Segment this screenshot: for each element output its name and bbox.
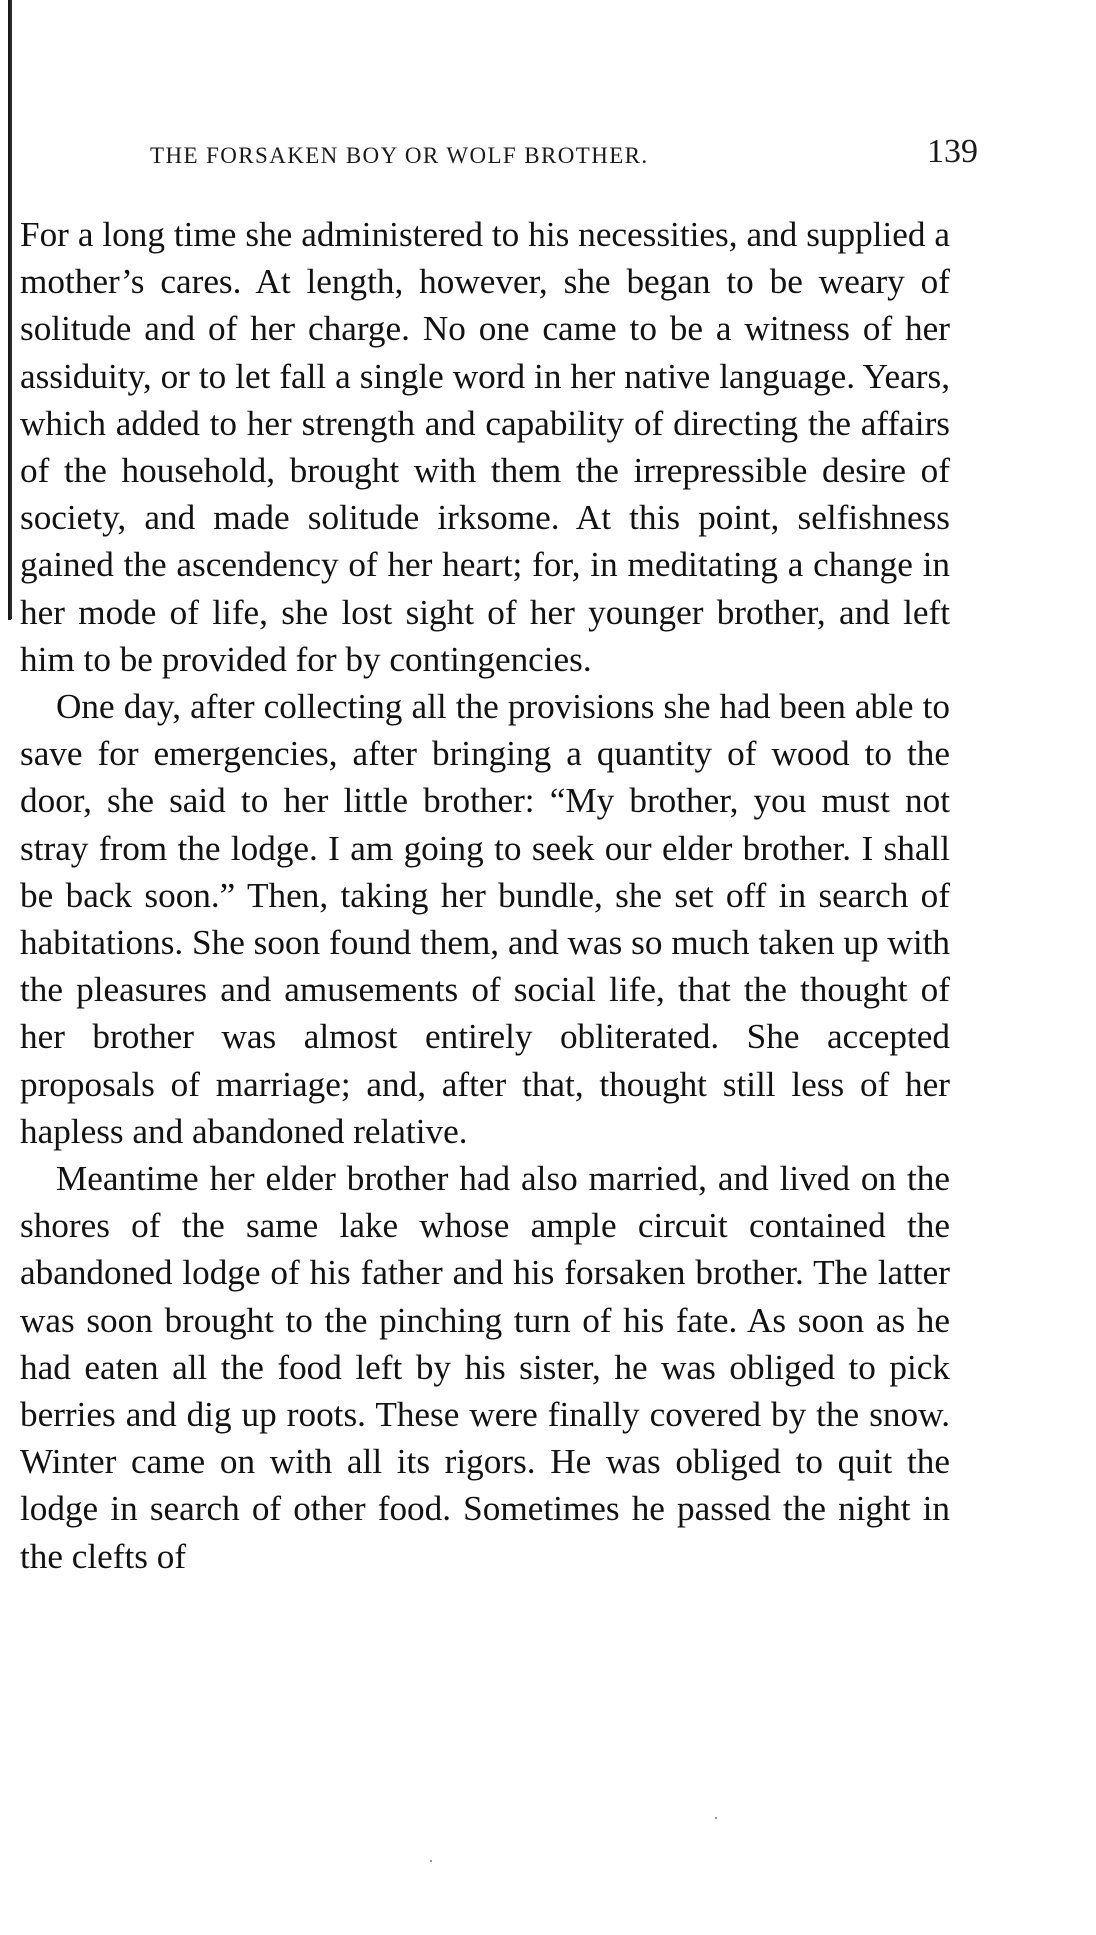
body-text (20, 211, 950, 1580)
page-number: 139 (927, 133, 978, 170)
scan-speck (715, 1817, 717, 1819)
scan-binding-shadow (10, 0, 12, 1935)
paragraph-1: For a long time she administered to his necessities, and supplied a mother’s cares. At length, however, she began to be weary of solitude and of her charge. No one came to be a witness of her assiduity, or to let fall a single word in her native language. Years, which added to her strength and capability of directing the affairs of the household, brought with them the irrepressible desire of society, and made solitude irksome. At this point, selfishness gained the ascendency of her heart; for, in meditating a change in her mode of life, she lost sight of her younger brother, and left him to be provided for by contingencies. (20, 215, 950, 679)
scan-speck (430, 1860, 432, 1862)
paragraph-3: Meantime her elder brother had also married, and lived on the shores of the same lake whose ample circuit contained the abandoned lodge of his father and his forsaken brother. The latter was soon brought to the pinching turn of his fate. As soon as he had eaten all the food left by his sister, he was obliged to pick berries and dig up roots. These were finally covered by the snow. Winter came on with all its rigors. He was obliged to quit the lodge in search of other food. Sometimes he passed the night in the clefts of (20, 1159, 950, 1576)
running-head: THE FORSAKEN BOY OR WOLF BROTHER. (150, 143, 649, 168)
paragraph-2: One day, after collecting all the provisions she had been able to save for emergencies, after bringing a quantity of wood to the door, she said to her little brother: “My brother, you must not stray from the lodge. I am going to seek our elder brother. I shall be back soon.” Then, taking her bundle, she set off in search of habitations. She soon found them, and was so much taken up with the pleasures and amusements of social life, that the thought of her brother was almost entirely obliterated. She accepted proposals of marriage; and, after that, thought still less of her hapless and abandoned relative. (20, 687, 950, 1151)
